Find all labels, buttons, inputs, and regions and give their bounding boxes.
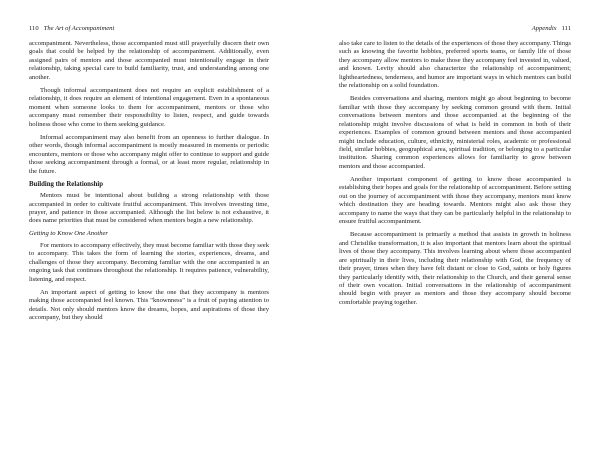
paragraph: accompaniment. Nevertheless, those accompanied must still prayerfully discern their own goals that could be helped by the relationship of accompaniment. Additionally, even assigned pairs of mentors and those accompanied must intentionally engage in their relationship, taking special care to build familiarity, trust, and understanding among one another. [29,40,269,81]
left-page-body [29,40,269,327]
right-page-number: 111 [561,25,571,32]
subsection-heading: Getting to Know One Another [29,230,108,238]
paragraph: Informal accompaniment may also benefit from an openness to further dialogue. In other words, though informal accompaniment is mostly measured in moments or periodic encounters, mentors or those who accompany might offer to continue to support and guide those seeking accompaniment through a formal, or at least more regular, relationship in the future. [29,133,269,175]
paragraph: Besides conversations and sharing, mentors might go about beginning to become familiar with those they accompany by seeking common ground with them. Initial conversations between mentors and those accompanied at the beginning of the relationship might involve discussions of what is held in common in both of their experiences. Examples of common ground between mentors and those accompanied might include education, culture, ethnicity, ministerial roles, academic or professional field, similar hobbies, geographical area, spiritual tradition, or belonging to a particular institution. Sharing common experiences allows for familiarity to grow between mentors and those accompanied. [339,95,571,170]
left-running-title: The Art of Accompaniment [43,25,115,32]
section-heading: Building the Relationship [29,180,104,188]
paragraph: Though informal accompaniment does not require an explicit establishment of a relationship, it does require an element of intentional engagement. Even in a spontaneous moment when someone looks to them for accompaniment, mentors or those who accompany must remember their responsibility to listen, respect, and guide towards holiness those who come to them seeking guidance. [29,86,269,128]
right-running-title: Appendix [531,25,557,32]
paragraph: Mentors must be intentional about building a strong relationship with those accompanied in order to cultivate fruitful accompaniment. This involves investing time, prayer, and patience in those accompanied. Although the list below is not exhaustive, it does name priorities that must be considered when mentors begin a new relationship. [29,192,269,225]
paragraph: also take care to listen to the details of the experiences of those they accompany. Things such as knowing the favorite hobbies, preferred sports teams, or family life of those they accompany allow mentors to make those they accompany feel invested in, valued, and known. Levity should also characterize the relationship of accompaniment; lightheartedness, tenderness, and humor are important ways in which mentors can build the relationship on a solid foundation. [339,40,571,90]
paragraph: Another important component of getting to know those accompanied is establishing their hopes and goals for the relationship of accompaniment. Before setting out on the journey of accompaniment with those they accompany, mentors must know which destination they are heading towards. Mentors might also ask those they accompany to name the ways that they can be particularly helpful in the relationship to ensure fruitful accompaniment. [339,175,571,226]
paragraph: Because accompaniment is primarily a method that assists in growth in holiness and Christlike transformation, it is also important that mentors learn about the spiritual lives of those they accompany. This involves learning about where those accompanied are spiritually in their lives, including their relationship with God, the frequency of their prayer, times when they have felt distant or close to God, saints or holy figures they particularly identify with, their relationship to the Church, and their general sense of their own vocation. Initial conversations in the relationship of accompaniment should begin with prayer as mentors and those they accompany should become comfortable praying together. [339,231,571,306]
right-running-header [532,25,571,33]
paragraph: An important aspect of getting to know the one that they accompany is mentors making those accompanied feel known. This "knownness" is a fruit of paying attention to details. Not only should mentors know the dreams, hopes, and aspirations of those they accompany, but they should [29,288,269,322]
right-page-body [339,40,571,312]
paragraph: For mentors to accompany effectively, they must become familiar with those they seek to accompany. This takes the form of learning the stories, experiences, dreams, and challenges of those they accompany. Becoming familiar with the one accompanied is an ongoing task that continues throughout the relationship. It requires patience, vulnerability, listening, and respect. [29,241,269,283]
left-page-number: 110 [29,25,39,32]
left-running-header [29,25,114,33]
right-page [300,0,600,450]
